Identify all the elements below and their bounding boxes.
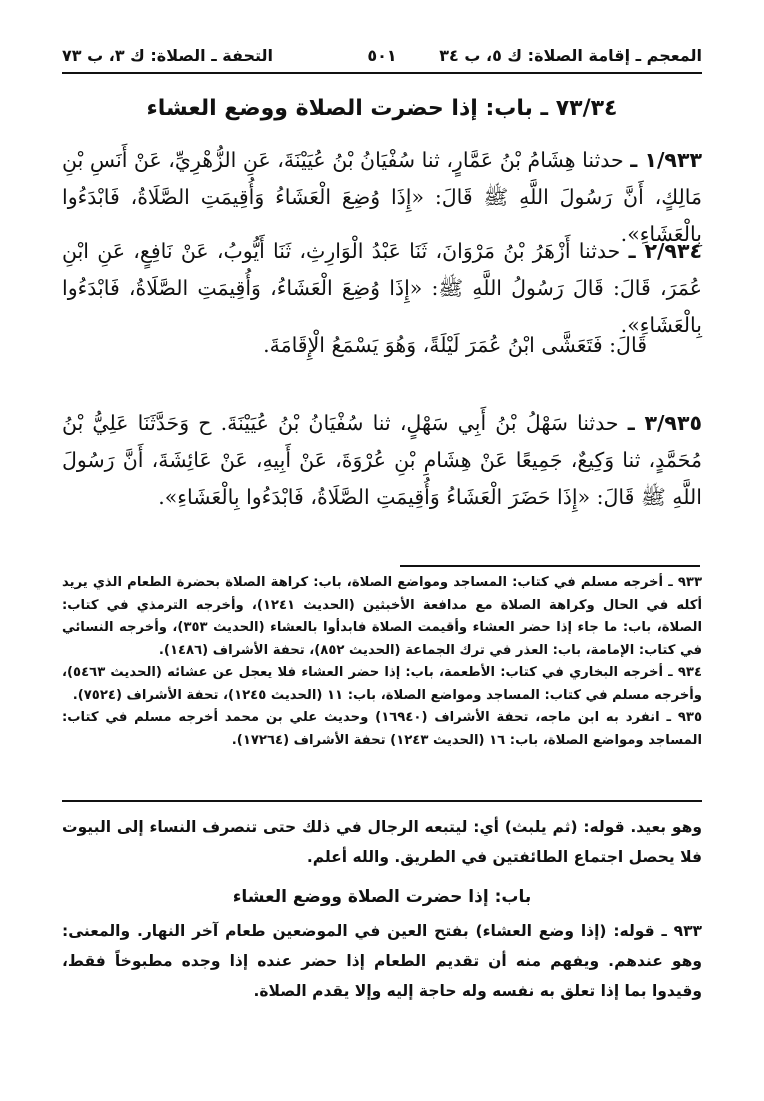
footnote-934: ٩٣٤ ـ أخرجه البخاري في كتاب: الأطعمة، باب: إذا حضر العشاء فلا يعجل عن عشائه (الحديث ٥٤٦٣)، وأخرجه مسلم في كتاب: المساجد ومواضع الصلاة، باب: ١١ (الحديث ١٢٤٥)، تحفة الأشراف (٧٥٢٤). [62,665,702,703]
hadith-number: ١/٩٣٣ ـ [630,148,702,172]
hadith-text: حدثنا سَهْلُ بْنُ أَبِي سَهْلٍ، ثنا سُفْيَانُ بْنُ عُيَيْنَةَ. ح وَحَدَّثَنَا عَلِيُّ بْنُ مُحَمَّدٍ، ثنا وَكِيعٌ، جَمِيعًا عَنْ هِشَامِ بْنِ عُرْوَةَ، عَنْ أَبِيهِ، عَنْ عَائِشَةَ، أَنَّ رَسُولَ اللَّهِ ﷺ قَالَ: «إِذَا حَضَرَ الْعَشَاءُ وَأُقِيمَتِ الصَّلَاةُ، فَابْدَءُوا بِالْعَشَاءِ». [62,411,702,509]
header-mujam-reference: المعجم ـ إقامة الصلاة: ك ٥، ب ٣٤ [439,46,702,65]
header-divider [62,72,702,74]
hadith-935 [62,405,702,516]
footnotes [62,572,702,752]
header-tuhfa-reference: التحفة ـ الصلاة: ك ٣، ب ٧٣ [62,46,274,65]
commentary-section-title: باب: إذا حضرت الصلاة ووضع العشاء [232,887,532,907]
running-header [62,44,702,74]
footnote-933: ٩٣٣ ـ أخرجه مسلم في كتاب: المساجد ومواضع الصلاة، باب: كراهة الصلاة بحضرة الطعام الذي يريد أكله في الحال وكراهة الصلاة مع مدافعة الأخبثين (الحديث ١٢٤١)، وأخرجه الترمذي في كتاب: الصلاة، باب: ما جاء إذا حضر العشاء وأقيمت الصلاة فابدأوا بالعشاء (الحديث ٣٥٣)، وأخرجه النسائي في كتاب: الإمامة، باب: العذر في ترك الجماعة (الحديث ٨٥٢)، تحفة الأشراف (١٤٨٦). [62,575,702,658]
hadith-text: حدثنا أَزْهَرُ بْنُ مَرْوَانَ، ثَنَا عَبْدُ الْوَارِثِ، ثَنَا أَيُّوبُ، عَنْ نَافِعٍ، عَنِ ابْنِ عُمَرَ، قَالَ: قَالَ رَسُولُ اللَّهِ ﷺ: «إِذَا وُضِعَ الْعَشَاءُ، وَأُقِيمَتِ الصَّلَاةُ، فَابْدَءُوا بِالْعَشَاءِ». [62,239,702,337]
hadith-934-note: قَالَ: فَتَعَشَّى ابْنُ عُمَرَ لَيْلَةً، وَهُوَ يَسْمَعُ الْإِقَامَةَ. [263,333,647,357]
hadith-text: حدثنا هِشَامُ بْنُ عَمَّارٍ، ثنا سُفْيَانُ بْنُ عُيَيْنَةَ، عَنِ الزُّهْرِيِّ، عَنْ أَنَسِ بْنِ مَالِكٍ، أَنَّ رَسُولَ اللَّهِ ﷺ قَالَ: «إِذَا وُضِعَ الْعَشَاءُ وَأُقِيمَتِ الصَّلَاةُ، فَابْدَءُوا بِالْعَشَاءِ». [62,148,702,246]
commentary-divider [62,800,702,802]
hadith-number: ٣/٩٣٥ ـ [627,411,702,435]
commentary-body: ٩٣٣ ـ قوله: (إذا وضع العشاء) بفتح العين في الموضعين طعام آخر النهار. والمعنى: وهو عندهم. ويفهم منه أن تقديم الطعام إذا حضر عنده إذا وجده مطبوخاً فقط، وقيدوا بما إذا تعلق به نفسه وله حاجة إليه وإلا يقدم الصلاة. [62,922,702,1000]
hadith-number: ٢/٩٣٤ ـ [628,239,702,263]
commentary [62,812,702,1006]
chapter-title: ٧٣/٣٤ ـ باب: إذا حضرت الصلاة ووضع العشاء [146,96,618,121]
footnote-935: ٩٣٥ ـ انفرد به ابن ماجه، تحفة الأشراف (١٦٩٤٠) وحديث علي بن محمد أخرجه مسلم في كتاب: المساجد ومواضع الصلاة، باب: ١٦ (الحديث ١٢٤٣) تحفة الأشراف (١٧٢٦٤). [62,710,702,748]
footnote-divider [400,565,700,567]
commentary-intro: وهو بعيد. قوله: (ثم يلبث) أي: ليتبعه الرجال في ذلك حتى تنصرف النساء إلى البيوت فلا يحصل اجتماع الطائفتين في الطريق. والله أعلم. [62,818,702,866]
page-number: ٥٠١ [367,46,397,65]
